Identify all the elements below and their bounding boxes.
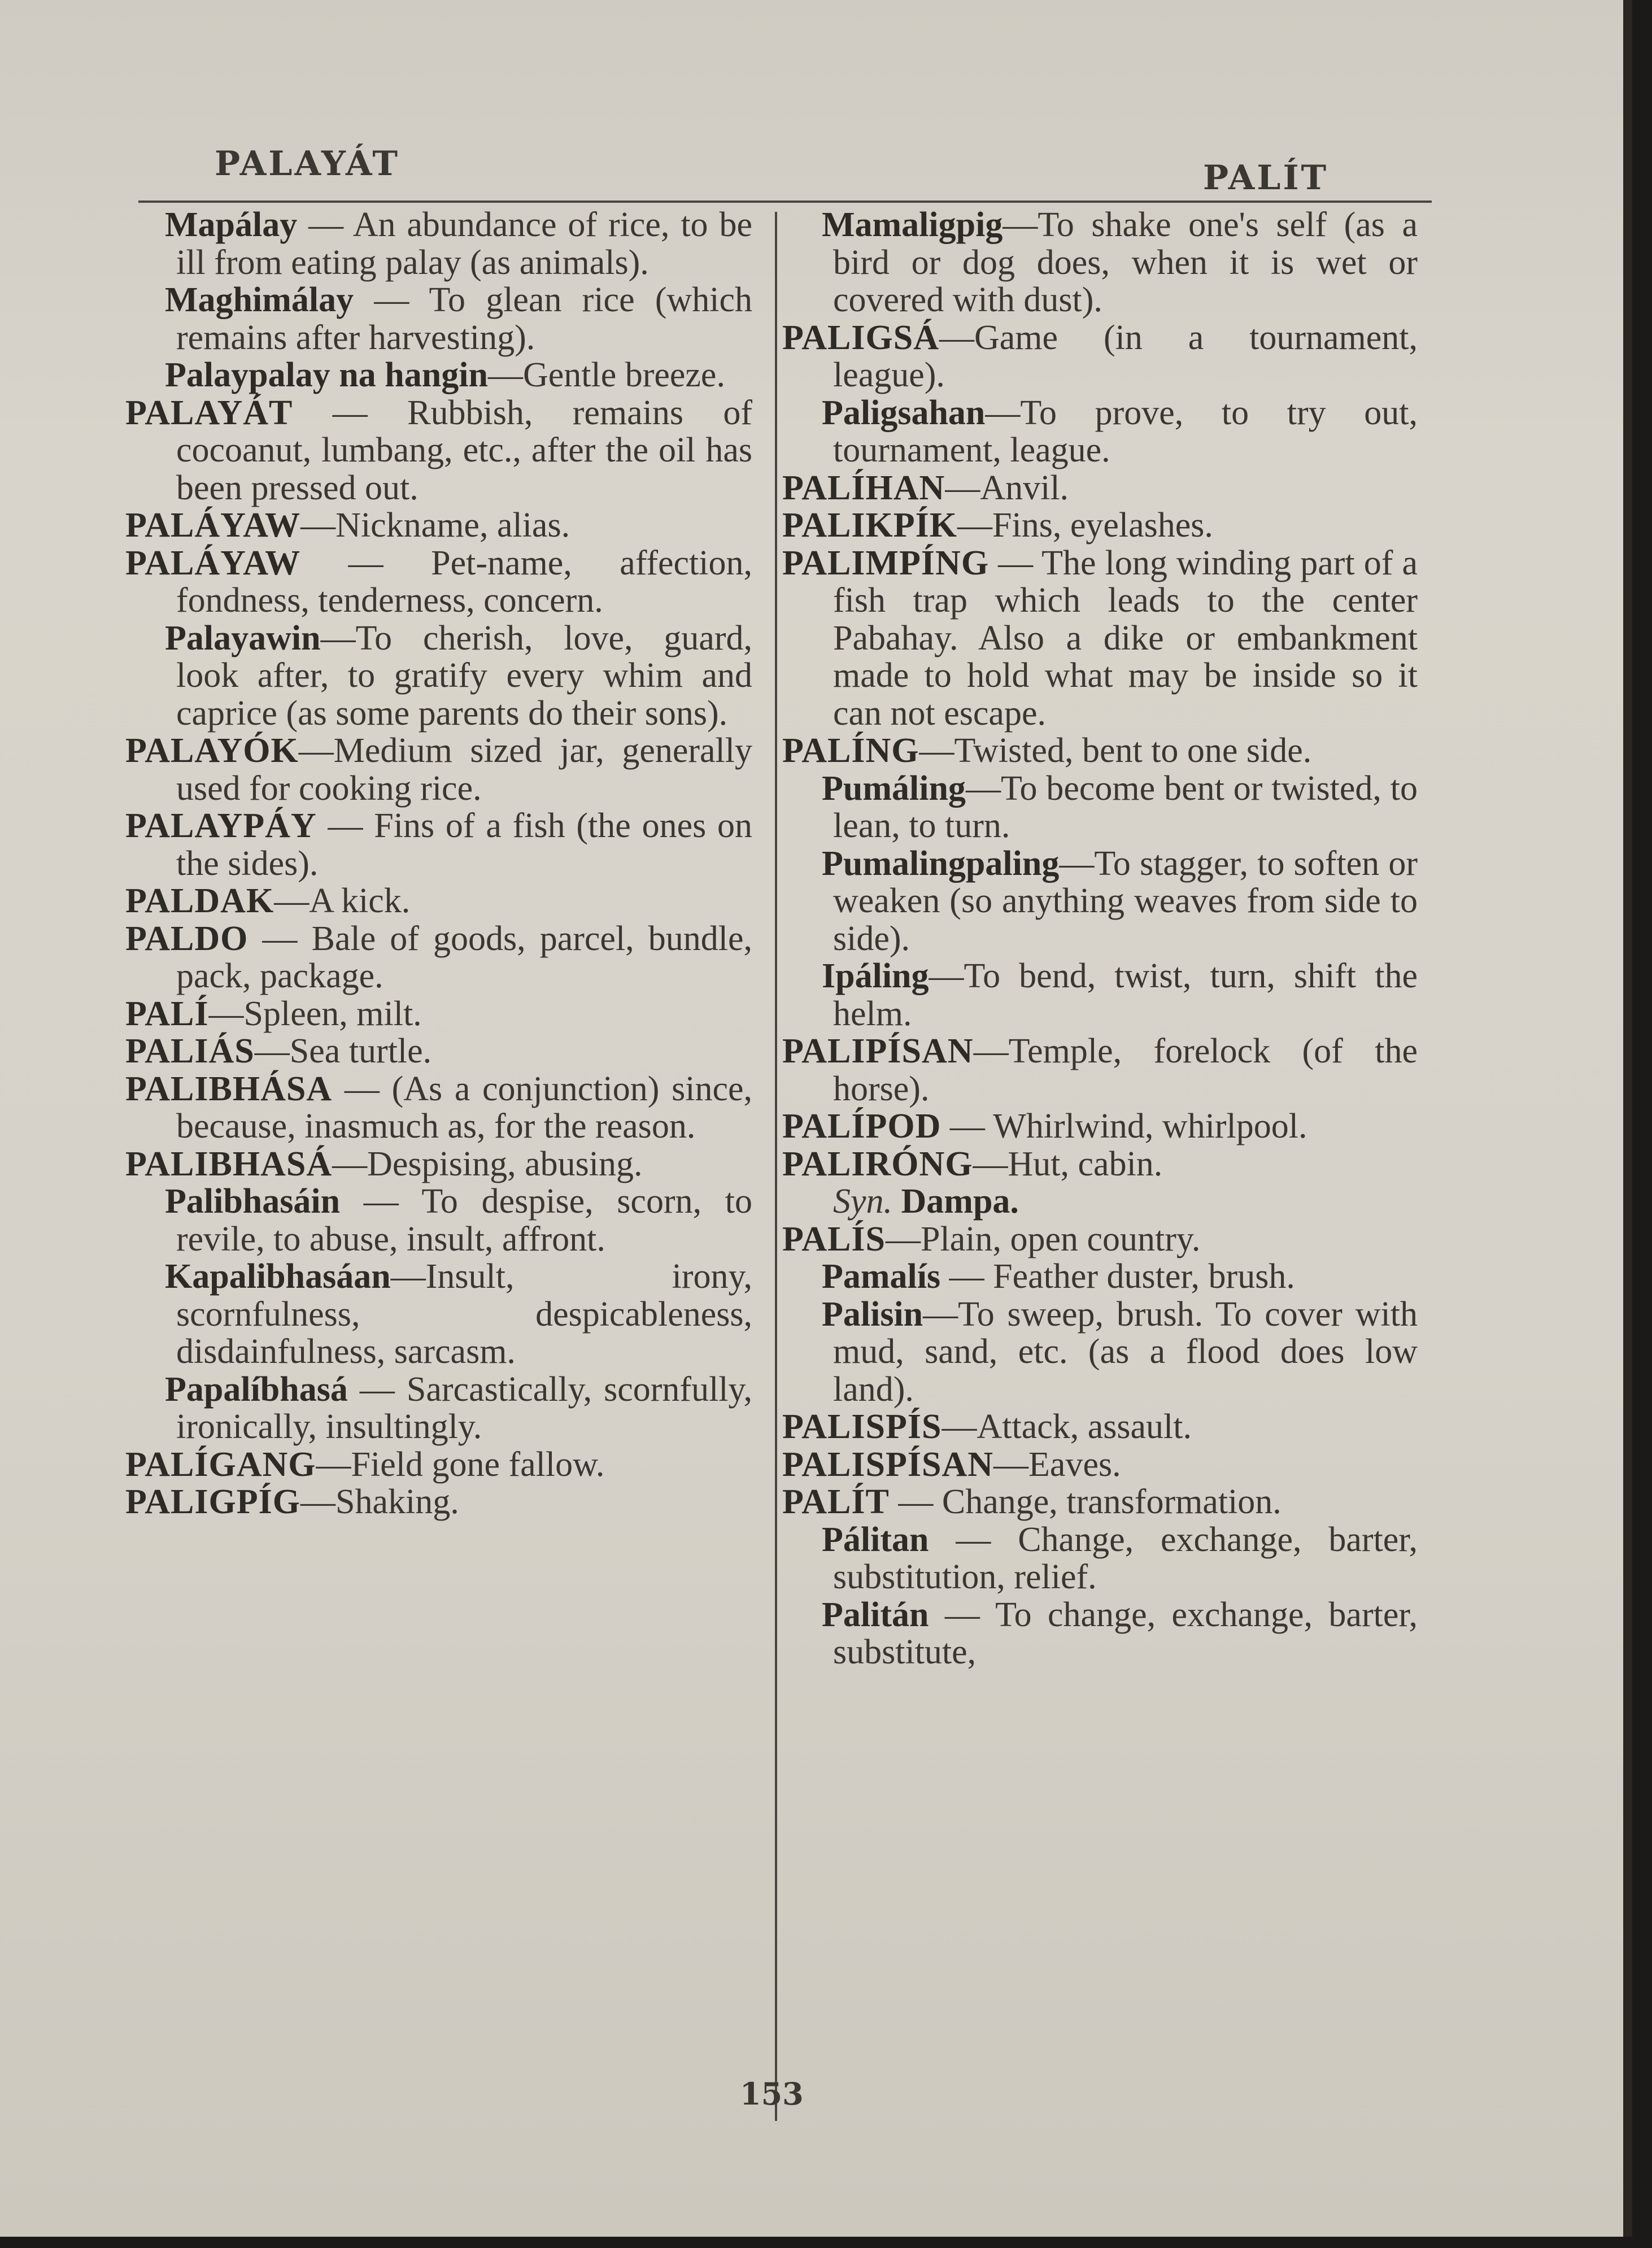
sub-entry: [125, 620, 752, 733]
synonym-label: Syn.: [833, 1182, 893, 1221]
sub-entry: [125, 206, 752, 281]
definition: Sarcastically, scornfully, ironically, insultingly.: [176, 1370, 752, 1446]
sub-entry: [125, 1183, 752, 1258]
definition: Medium sized jar, generally used for cooking rice.: [176, 731, 752, 808]
definition: An abundance of rice, to be ill from eating palay (as animals).: [176, 206, 752, 282]
separator: —: [1002, 206, 1038, 244]
separator: —: [973, 1032, 1009, 1070]
definition: To change, exchange, barter, substitute,: [833, 1595, 1418, 1671]
headword: PALÁYAW: [125, 506, 301, 544]
headword: PALÍHAN: [782, 468, 945, 507]
subword: Ipáling: [822, 957, 929, 995]
definition: Gentle breeze.: [522, 356, 725, 394]
separator: —: [929, 1520, 1018, 1559]
running-head-right: PALÍT: [1203, 158, 1329, 198]
running-head-left: PALAYÁT: [215, 144, 400, 184]
definition: Eaves.: [1028, 1445, 1121, 1484]
headword: PALAYÓK: [125, 731, 299, 770]
dictionary-entry: [782, 544, 1418, 733]
sub-entry: [782, 845, 1418, 958]
sub-entry: [782, 1296, 1418, 1409]
separator: —: [300, 543, 431, 582]
right-column: [782, 206, 1418, 1671]
subword: Papalíbhasá: [165, 1370, 348, 1409]
definition: (As a conjunction) since, because, inasmuch as, for the reason.: [176, 1069, 752, 1145]
separator: —: [332, 1069, 392, 1108]
dictionary-entry: [125, 507, 752, 544]
separator: —: [300, 506, 336, 544]
separator: —: [919, 731, 954, 770]
definition: Hut, cabin.: [1008, 1144, 1163, 1183]
dictionary-entry: [782, 1145, 1418, 1183]
synonym-word: Dampa.: [901, 1182, 1019, 1221]
definition: Sea turtle.: [289, 1032, 432, 1070]
subword: Mamaligpig: [822, 206, 1003, 244]
separator: —: [390, 1257, 426, 1296]
separator: —: [889, 1483, 942, 1521]
headword: PALIGPÍG: [125, 1483, 300, 1521]
headword: PALISPÍS: [782, 1408, 942, 1446]
dictionary-entry: [782, 1032, 1418, 1108]
subword: Kapalibhasáan: [165, 1257, 391, 1296]
headword: PALÍS: [782, 1219, 886, 1258]
definition: Bale of goods, parcel, bundle, pack, package.: [176, 919, 753, 995]
separator: —: [332, 1144, 368, 1183]
definition: Despising, abusing.: [367, 1144, 643, 1183]
subword: Palibhasáin: [165, 1182, 341, 1221]
definition: Rubbish, remains of cocoanut, lumbang, etc., after the oil has been pressed out.: [176, 393, 752, 507]
definition: Temple, forelock (of the horse).: [833, 1032, 1418, 1108]
definition: To stagger, to soften or weaken (so anything weaves from side to side).: [833, 844, 1418, 958]
subword: Pamalís: [822, 1257, 941, 1296]
dictionary-entry: [125, 1032, 752, 1070]
headword: PALÍT: [782, 1483, 890, 1521]
separator: —: [297, 206, 353, 244]
sub-entry: [125, 356, 752, 394]
dictionary-entry: [125, 920, 752, 995]
definition: Plain, open country.: [921, 1219, 1201, 1258]
headword: PALIRÓNG: [782, 1144, 973, 1183]
separator: —: [248, 919, 312, 958]
headword: PALIGSÁ: [782, 318, 940, 357]
definition: To shake one's self (as a bird or dog does, when it is wet or covered with dust).: [833, 206, 1418, 319]
separator: —: [886, 1219, 921, 1258]
separator: —: [1059, 844, 1095, 883]
separator: —: [941, 1408, 977, 1446]
headword: PALIBHASÁ: [125, 1144, 333, 1183]
separator: —: [939, 318, 975, 357]
sub-entry: [125, 281, 752, 356]
definition: To prove, to try out, tournament, league.: [833, 393, 1418, 469]
dictionary-entry: [782, 1408, 1418, 1446]
headword: PALIPÍSAN: [782, 1032, 974, 1070]
separator: —: [929, 957, 964, 995]
separator: —: [254, 1032, 290, 1070]
definition: Spleen, milt.: [243, 994, 422, 1033]
separator: —: [941, 1107, 993, 1145]
dictionary-entry: [125, 995, 752, 1033]
definition: Anvil.: [980, 468, 1069, 507]
sub-entry: [782, 206, 1418, 319]
separator: —: [940, 1257, 993, 1296]
separator: —: [973, 1144, 1008, 1183]
separator: —: [487, 356, 523, 394]
dictionary-entry: [782, 732, 1418, 770]
subword: Maghimálay: [165, 281, 354, 319]
definition: A kick.: [309, 882, 411, 920]
dictionary-entry: [125, 1145, 752, 1183]
separator: —: [298, 731, 334, 770]
sub-entry: [782, 394, 1418, 469]
headword: PALÍPOD: [782, 1107, 941, 1145]
headword: PALIÁS: [125, 1032, 255, 1070]
definition: Change, transformation.: [941, 1483, 1282, 1521]
subword: Palitán: [822, 1595, 929, 1634]
separator: —: [989, 543, 1042, 582]
sub-entry: [782, 1258, 1418, 1296]
headword: PALIKPÍK: [782, 506, 957, 544]
headword: PALDAK: [125, 882, 274, 920]
dictionary-entry: [782, 1483, 1418, 1521]
separator: —: [985, 393, 1021, 432]
subword: Paligsahan: [822, 393, 986, 432]
subword: Pálitan: [822, 1520, 929, 1559]
separator: —: [320, 618, 356, 657]
definition: To despise, scorn, to revile, to abuse, insult, affront.: [176, 1182, 752, 1258]
definition: To bend, twist, turn, shift the helm.: [833, 957, 1418, 1033]
headword: PALDO: [125, 919, 249, 958]
separator: —: [316, 1445, 351, 1484]
headword: PALISPÍSAN: [782, 1445, 994, 1484]
subword: Pumalingpaling: [822, 844, 1060, 883]
definition: Fins, eyelashes.: [992, 506, 1213, 544]
dictionary-entry: [782, 469, 1418, 507]
sub-entry: [782, 957, 1418, 1032]
dictionary-entry: [125, 544, 752, 620]
synonym-line: [782, 1183, 1418, 1221]
definition: Field gone fallow.: [351, 1445, 605, 1484]
column-divider: [775, 212, 777, 2121]
separator: —: [354, 281, 429, 319]
subword: Pumáling: [822, 769, 966, 808]
left-column: [125, 206, 752, 1521]
sub-entry: [125, 1371, 752, 1446]
definition: To glean rice (which remains after harvesting).: [176, 281, 752, 357]
subword: Palaypalay na hangin: [165, 356, 488, 394]
definition: Game (in a tournament, league).: [833, 318, 1418, 394]
separator: —: [957, 506, 992, 544]
headword: PALÍGANG: [125, 1445, 316, 1484]
dictionary-entry: [125, 1070, 752, 1145]
subword: Palayawin: [165, 618, 321, 657]
dictionary-entry: [125, 732, 752, 807]
headword: PALÁYAW: [125, 543, 301, 582]
dictionary-entry: [125, 882, 752, 920]
dictionary-entry: [125, 807, 752, 882]
definition: Pet-name, affection, fondness, tenderness, concern.: [176, 543, 752, 620]
dictionary-entry: [125, 394, 752, 507]
page-number: 153: [740, 2076, 804, 2112]
dictionary-entry: [125, 1446, 752, 1484]
separator: —: [923, 1295, 958, 1334]
sub-entry: [782, 1521, 1418, 1596]
dictionary-entry: [782, 507, 1418, 544]
definition: Twisted, bent to one side.: [954, 731, 1312, 770]
definition: Fins of a fish (the ones on the sides).: [176, 807, 753, 883]
definition: Change, exchange, barter, substitution, relief.: [833, 1520, 1418, 1596]
headword: PALIBHÁSA: [125, 1069, 333, 1108]
definition: Insult, irony, scornfulness, despicableness, disdainfulness, sarcasm.: [176, 1257, 752, 1371]
definition: To sweep, brush. To cover with mud, sand, etc. (as a flood does low land).: [833, 1295, 1418, 1409]
separator: —: [945, 468, 980, 507]
separator: —: [316, 807, 374, 845]
definition: Feather duster, brush.: [993, 1257, 1295, 1296]
separator: —: [274, 882, 310, 920]
definition: The long winding part of a fish trap which leads to the center Pabahay. Also a dike or embankment made to hold what may be inside so it can not escape.: [833, 543, 1418, 733]
dictionary-entry: [125, 1483, 752, 1521]
dictionary-entry: [782, 1446, 1418, 1484]
separator: —: [300, 1483, 335, 1521]
header-rule: [138, 201, 1432, 203]
separator: —: [965, 769, 1001, 808]
definition: Nickname, alias.: [335, 506, 570, 544]
definition: To become bent or twisted, to lean, to turn.: [833, 769, 1418, 845]
subword: Palisin: [822, 1295, 923, 1334]
headword: PALIMPÍNG: [782, 543, 990, 582]
definition: To cherish, love, guard, look after, to gratify every whim and caprice (as some parents do their sons).: [176, 618, 752, 733]
sub-entry: [125, 1258, 752, 1371]
separator: —: [293, 393, 408, 432]
separator: —: [347, 1370, 407, 1409]
dictionary-entry: [782, 1108, 1418, 1145]
headword: PALÍ: [125, 994, 209, 1033]
separator: —: [340, 1182, 422, 1221]
headword: PALAYÁT: [125, 393, 293, 432]
headword: PALÍNG: [782, 731, 919, 770]
dictionary-entry: [782, 1221, 1418, 1258]
subword: Mapálay: [165, 206, 298, 244]
sub-entry: [782, 1596, 1418, 1671]
definition: Whirlwind, whirlpool.: [993, 1107, 1307, 1145]
separator: —: [993, 1445, 1029, 1484]
headword: PALAYPÁY: [125, 807, 317, 845]
dictionary-entry: [782, 319, 1418, 394]
definition: Shaking.: [335, 1483, 459, 1521]
separator: —: [929, 1595, 996, 1634]
separator: —: [208, 994, 244, 1033]
definition: Attack, assault.: [977, 1408, 1192, 1446]
sub-entry: [782, 770, 1418, 845]
